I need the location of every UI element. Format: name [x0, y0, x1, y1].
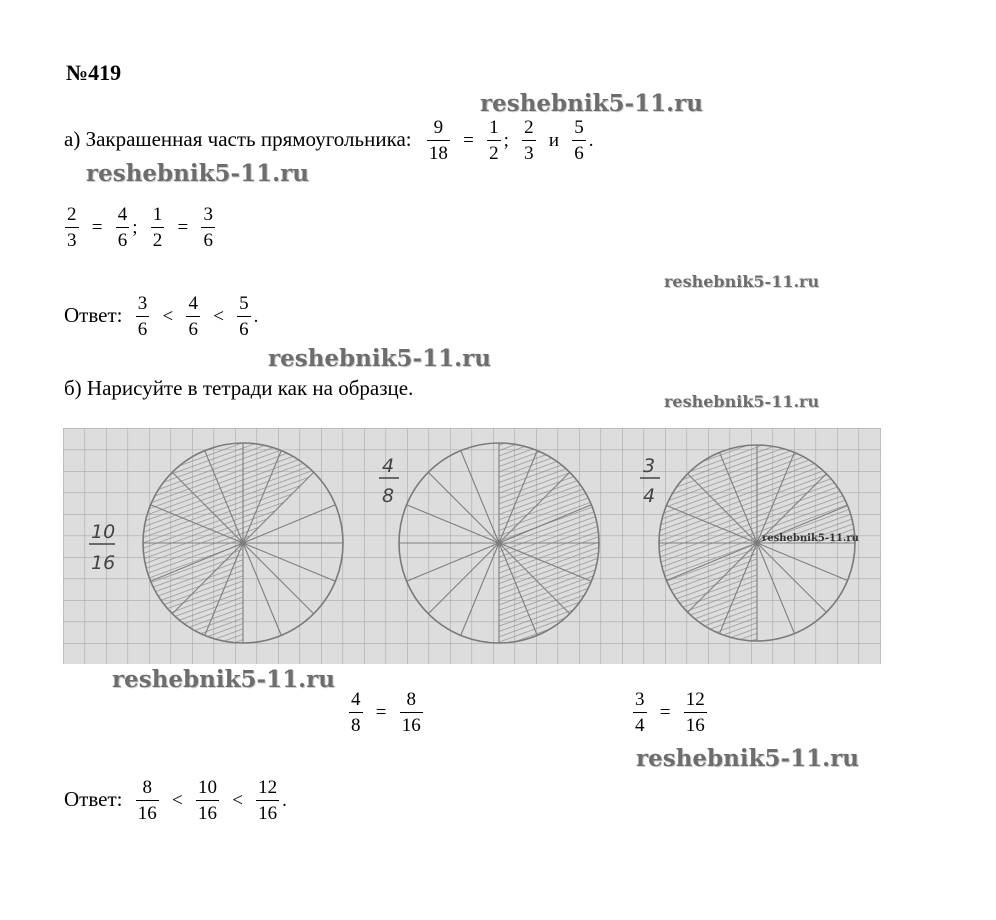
- fraction: $\frac{4}{6}$: [117, 204, 128, 251]
- fraction: $\frac{3}{4}$: [635, 689, 645, 736]
- semicolon: ;: [503, 129, 509, 151]
- svg-text:10: 10: [91, 521, 116, 543]
- svg-text:4: 4: [643, 485, 656, 507]
- watermark: reshebnik5-11.ru: [480, 90, 703, 117]
- watermark: reshebnik5-11.ru: [762, 533, 859, 544]
- fraction: $\frac{3}{6}$: [203, 204, 213, 251]
- part-a-line: [64, 118, 599, 164]
- svg-text:4: 4: [382, 455, 395, 477]
- part-b-equality-1: [346, 690, 426, 736]
- watermark: reshebnik5-11.ru: [86, 160, 309, 187]
- svg-text:8: 8: [382, 485, 395, 507]
- watermark: reshebnik5-11.ru: [664, 392, 820, 411]
- conjunction: и: [548, 129, 560, 151]
- fraction: $\frac{1}{2}$: [489, 117, 499, 164]
- fraction: $\frac{4}{6}$: [188, 293, 198, 340]
- equals-sign: =: [91, 216, 103, 238]
- less-than-sign: <: [162, 305, 174, 327]
- fraction: $\frac{5}{6}$: [239, 293, 249, 340]
- equals-sign: =: [375, 701, 387, 723]
- part-a-equalities: [62, 205, 218, 251]
- watermark: reshebnik5-11.ru: [636, 745, 859, 772]
- period: .: [588, 129, 594, 151]
- part-a-answer: [64, 294, 263, 340]
- semicolon: ;: [132, 216, 138, 238]
- less-than-sign: <: [171, 789, 183, 811]
- fraction: $\frac{1}{2}$: [152, 204, 163, 251]
- fraction: $\frac{4}{8}$: [351, 689, 361, 736]
- part-b-equality-2: [630, 690, 710, 736]
- fraction: $\frac{2}{3}$: [67, 204, 77, 251]
- less-than-sign: <: [232, 789, 243, 811]
- fraction: $\frac{10}{16}$: [197, 777, 217, 824]
- svg-text:16: 16: [91, 552, 116, 574]
- equals-sign: =: [659, 701, 671, 723]
- watermark: reshebnik5-11.ru: [664, 272, 820, 291]
- watermark: reshebnik5-11.ru: [268, 345, 491, 372]
- problem-number: №419: [66, 60, 122, 85]
- svg-text:3: 3: [643, 455, 656, 477]
- fraction: $\frac{8}{16}$: [401, 689, 421, 736]
- less-than-sign: <: [213, 305, 224, 327]
- fraction: $\frac{5}{6}$: [574, 117, 584, 164]
- watermark: reshebnik5-11.ru: [112, 666, 335, 693]
- fraction: $\frac{2}{3}$: [524, 117, 534, 164]
- period: .: [282, 789, 287, 811]
- fraction: $\frac{12}{16}$: [258, 777, 278, 824]
- notebook-drawing-image: [63, 428, 881, 664]
- equals-sign: =: [463, 129, 474, 151]
- answer-label: Ответ:: [64, 302, 123, 327]
- part-b-text: б) Нарисуйте в тетради как на образце.: [64, 376, 414, 400]
- fraction: $\frac{3}{6}$: [137, 293, 148, 340]
- fraction: $\frac{9}{18}$: [428, 117, 448, 164]
- part-a-prefix: а) Закрашенная часть прямоугольника:: [64, 126, 412, 151]
- period: .: [253, 305, 259, 327]
- answer-label: Ответ:: [64, 786, 123, 811]
- part-b-answer: [64, 778, 292, 824]
- fraction: $\frac{12}{16}$: [685, 689, 705, 736]
- equals-sign: =: [177, 216, 189, 238]
- fraction: $\frac{8}{16}$: [137, 777, 157, 824]
